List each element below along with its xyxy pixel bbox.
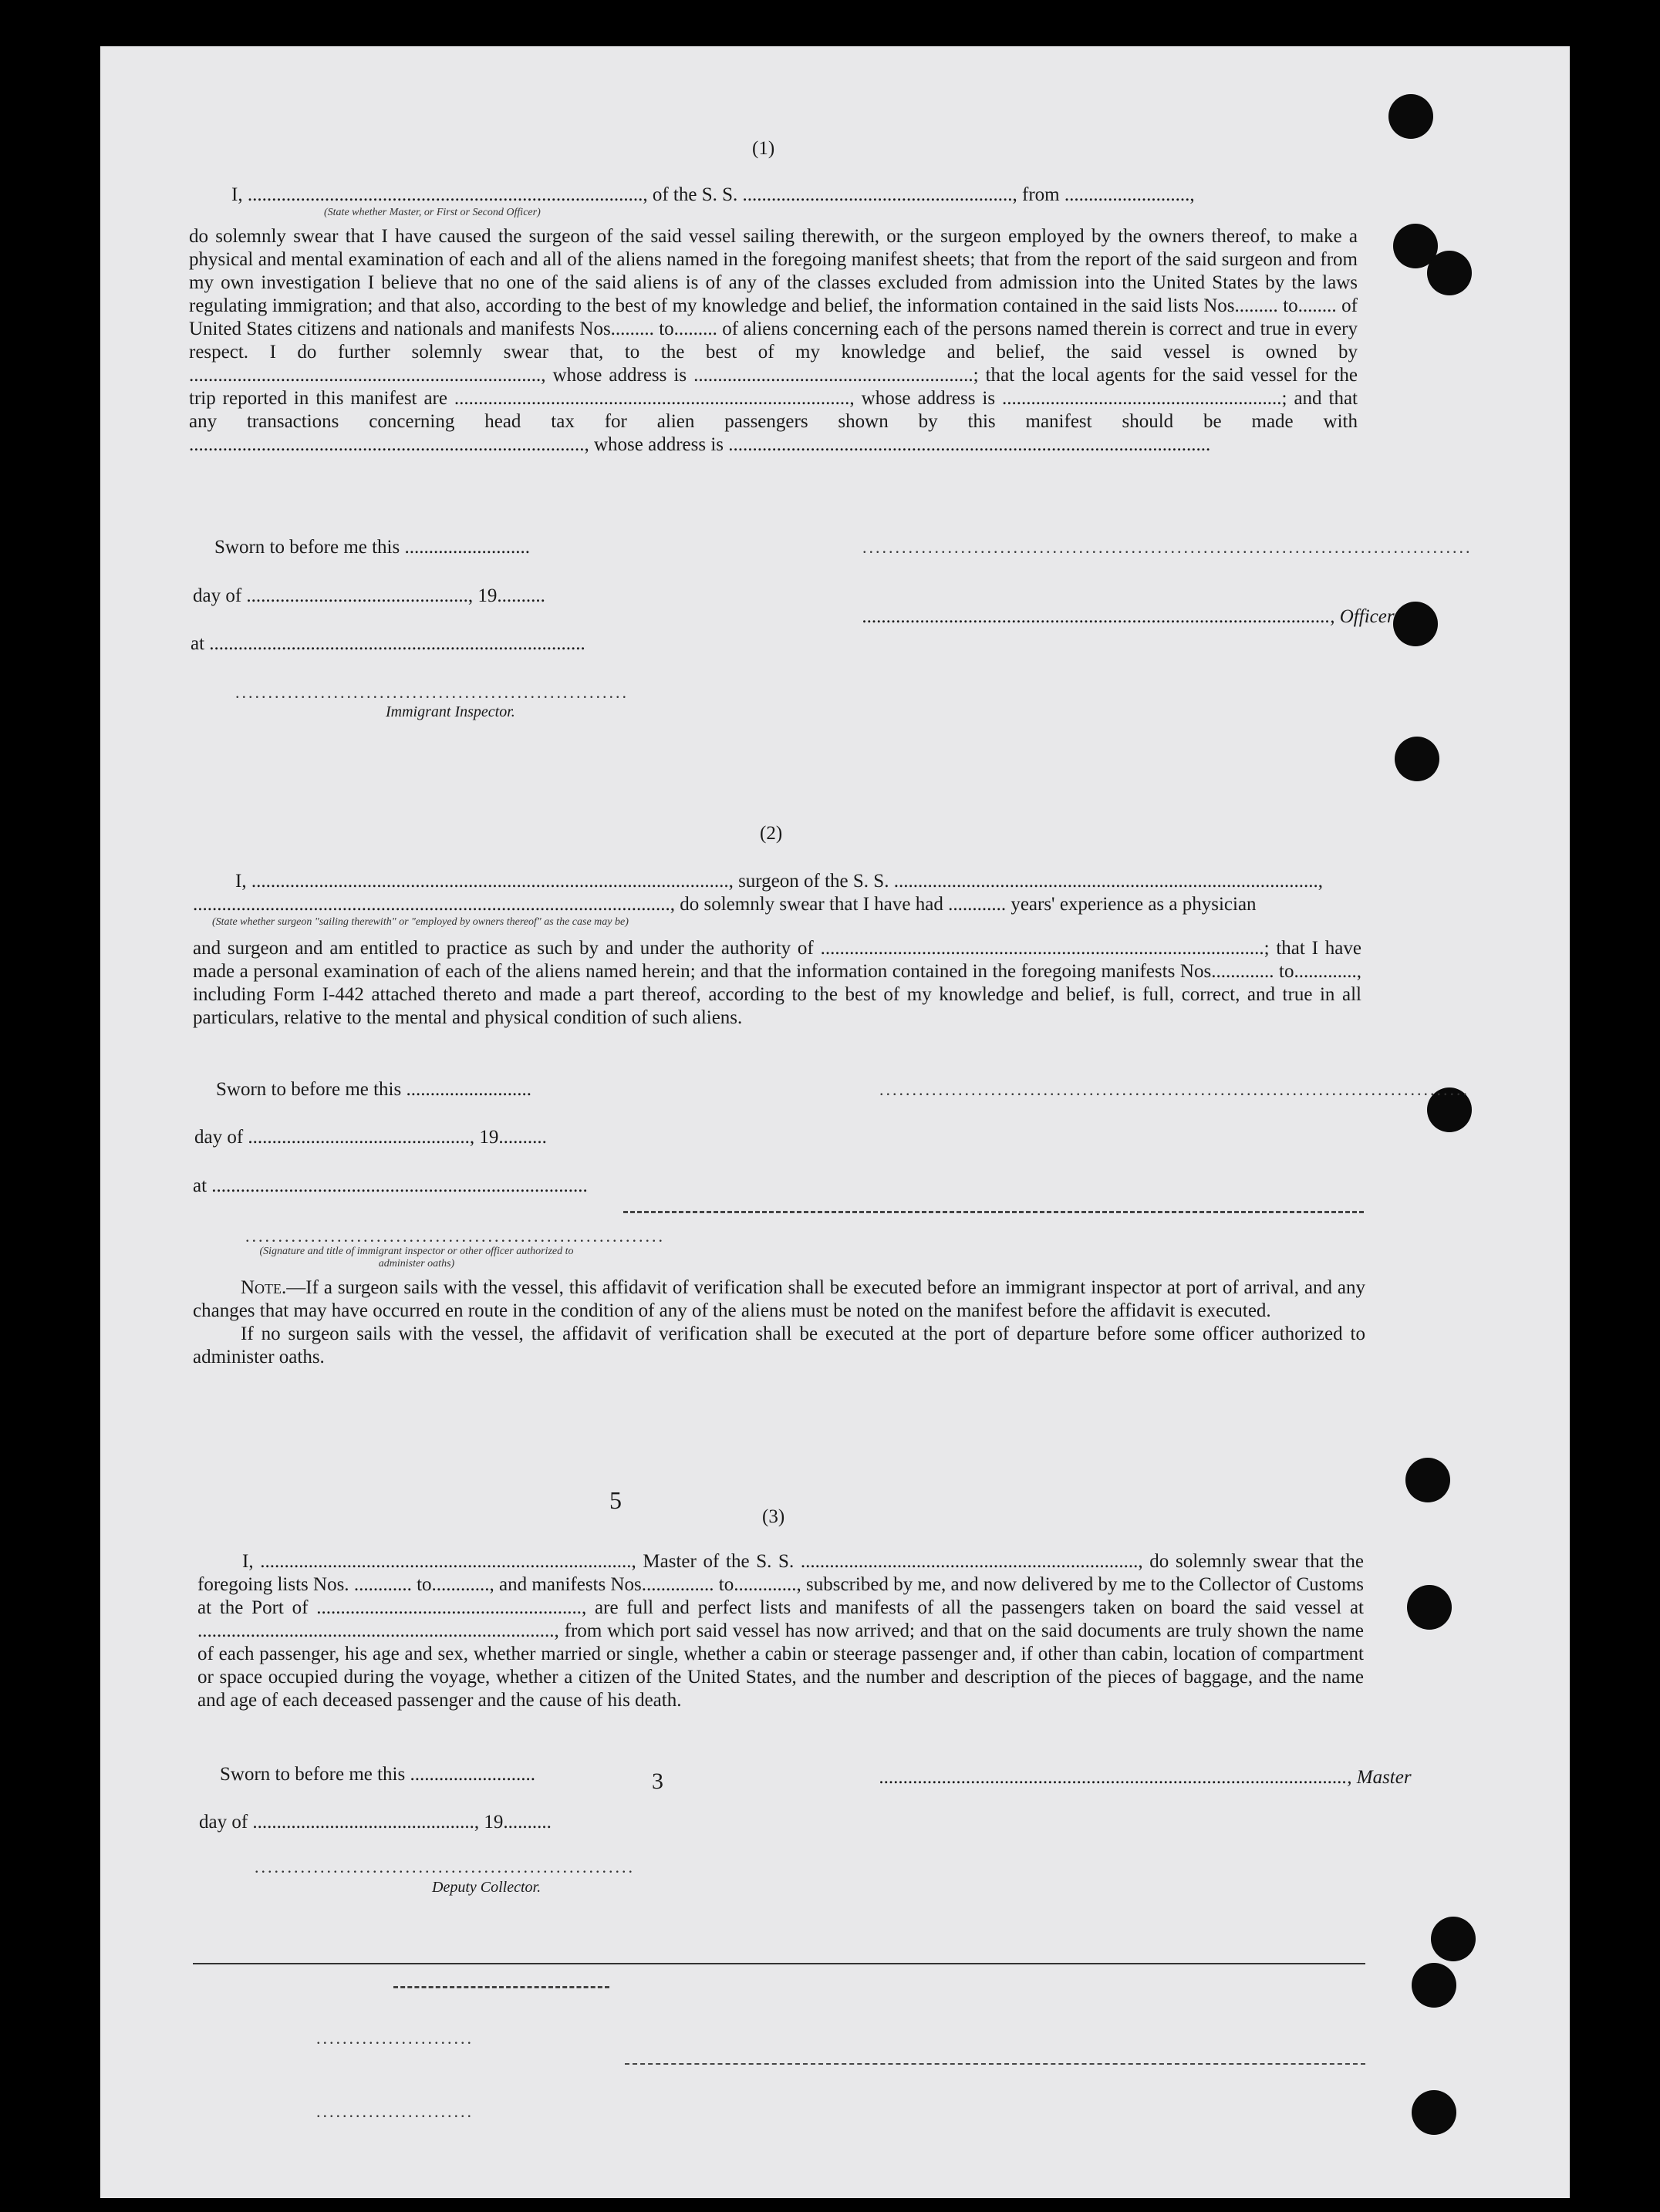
section-2-sworn: Sworn to before me this .......................... [216, 1079, 531, 1100]
punch-hole-1 [1388, 94, 1433, 139]
section-2-signature-dashed-line [623, 1211, 1364, 1213]
stray-mark-five: 5 [609, 1486, 622, 1514]
section-3-number: (3) [762, 1506, 785, 1527]
section-2-note: Note.—If a surgeon sails with the vessel, this affidavit of verification shall be executed before an immigrant inspector at port of arrival, and any changes that may have occurred en route in the condition of any of the aliens must be noted on the manifest before the affidavit is executed. If no surgeon sails with the vessel, the affidavit of verification shall be executed at the port of departure before some officer authorized to administer oaths. [193, 1277, 1365, 1367]
punch-hole-11 [1412, 2090, 1456, 2135]
section-2-second-line: ..................................................................................................., do solemnly swear that I have had ............ years' experience as a physician [193, 894, 1257, 915]
bottom-dots-2: ........................ [316, 2102, 474, 2121]
bottom-dashed-1 [393, 1986, 609, 1988]
punch-hole-3 [1427, 251, 1472, 295]
section-2-inspector-line: ................................................................ [245, 1226, 665, 1246]
section-1-first-line: I, .................................................................................., of the S. S. ........................................................, from .........................., [231, 184, 1195, 205]
punch-hole-4 [1393, 602, 1438, 646]
section-1-inspector-label: Immigrant Inspector. [386, 703, 515, 720]
section-2-signature-caption: (Signature and title of immigrant inspector or other officer authorized to administer oaths) [259, 1246, 574, 1270]
section-2-signature-line-top: .......................................................................................... [879, 1080, 1469, 1099]
punch-hole-8 [1407, 1585, 1452, 1630]
section-3-body: I, ............................................................................., Master of the S. S. ......................................................................, do solemnly swear that the foregoing lists Nos. ............ to............, and manifests Nos............... to............., subscribed by me, and now delivered by me to the Collector of Customs at the Port of ......................................................., are full and perfect lists and manifests of all the passengers taken on board the said vessel at .........................................................................., from which port said vessel has now arrived; and that on the said documents are truly shown the name of each passenger, his age and sex, whether married or single, whether a cabin or steerage passenger and, if other than cabin, location of compartment or space occupied during the voyage, whether a citizen of the United States, and the number and description of the pieces of baggage, and the name and age of each deceased passenger and the cause of his death. [197, 1551, 1364, 1711]
stray-mark-three: 3 [652, 1769, 663, 1794]
section-1-caption: (State whether Master, or First or Second Officer) [324, 207, 541, 218]
section-2-day: day of .............................................., 19.......... [194, 1127, 547, 1148]
section-1-number: (1) [752, 138, 775, 159]
bottom-rule-1 [193, 1963, 1365, 1964]
section-1-day: day of .............................................., 19.......... [193, 585, 545, 606]
section-1-at: at .............................................................................. [191, 633, 585, 654]
bottom-dots-1: ........................ [316, 2028, 474, 2048]
section-2-body: and surgeon and am entitled to practice as such by and under the authority of ............................................................................................; that I have made a personal examination of each of the aliens named herein; and that the information contained in the foregoing manifests Nos............. to............., including Form I-442 attached thereto and made a part thereof, according to the best of my knowledge and belief, is full, correct, and true in all particulars, relative to the mental and physical condition of such aliens. [193, 938, 1361, 1028]
section-1-officer-line-top: ............................................................................................. [862, 538, 1473, 557]
section-3-day: day of .............................................., 19.......... [199, 1812, 552, 1833]
punch-hole-10 [1412, 1963, 1456, 2008]
bottom-dashed-2 [625, 2063, 1365, 2065]
section-2-caption: (State whether surgeon "sailing therewith" or "employed by owners thereof" as the case may be) [212, 916, 629, 928]
section-1-body: do solemnly swear that I have caused the surgeon of the said vessel sailing therewith, or the surgeon employed by the owners thereof, to make a physical and mental examination of each and all of the aliens named in the foregoing manifest sheets; that from the report of the said surgeon and from my own investigation I believe that no one of the said aliens is of any of the classes excluded from admission into the United States by the laws regulating immigration; and that also, according to the best of my knowledge and belief, the information contained in the said lists Nos......... to........ of United States citizens and nationals and manifests Nos......... to......... of aliens concerning each of the persons named therein is correct and true in every respect. I do further solemnly swear that, to the best of my knowledge and belief, the said vessel is owned by ........................................................................., whose address is ..........................................................; that the local agents for the said vessel for the trip reported in this manifest are .................................................................................., whose address is ..........................................................; and that any transactions concerning head tax for alien passengers shown by this manifest should be made with .................................................................................., whose address is .................................................................................................... [189, 226, 1358, 455]
punch-hole-5 [1395, 737, 1439, 781]
section-2-at: at .............................................................................. [193, 1175, 588, 1196]
section-1-inspector-line: ............................................................ [235, 683, 629, 702]
section-2-first-line: I, ..................................................................................................., surgeon of the S. S. ........................................................................................, [235, 871, 1323, 892]
section-1-sworn: Sworn to before me this .......................... [214, 537, 530, 558]
section-1-officer: ................................................................................................., Officer [862, 606, 1395, 627]
section-3-collector-label: Deputy Collector. [432, 1879, 542, 1896]
punch-hole-9 [1431, 1917, 1476, 1961]
section-3-sworn: Sworn to before me this .......................... [220, 1764, 535, 1785]
section-2-number: (2) [760, 823, 783, 844]
punch-hole-7 [1405, 1458, 1450, 1502]
section-3-collector-line: .......................................................... [255, 1857, 635, 1876]
section-3-master: ................................................................................................., Master [879, 1767, 1412, 1788]
